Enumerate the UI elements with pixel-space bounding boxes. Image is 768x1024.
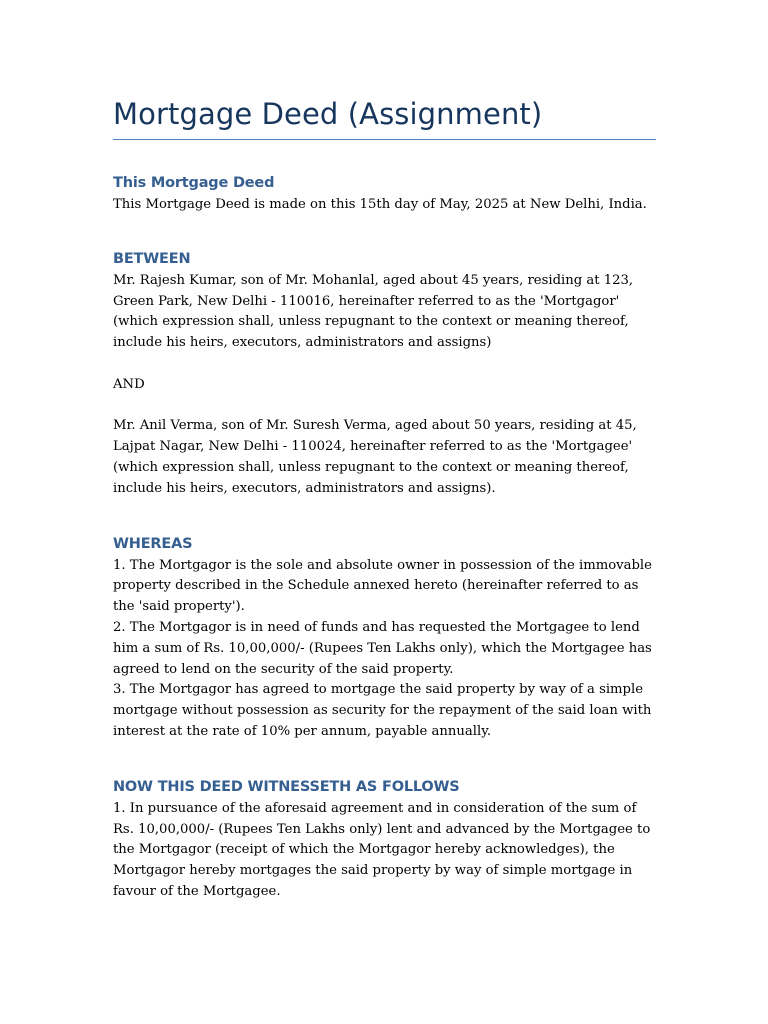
intro-section bbox=[113, 171, 655, 216]
between-heading: BETWEEN bbox=[113, 250, 191, 267]
whereas-section bbox=[113, 532, 655, 743]
intro-paragraph: This Mortgage Deed is made on this 15th day of May, 2025 at New Delhi, India. bbox=[113, 197, 647, 212]
and-separator: AND bbox=[113, 376, 145, 392]
intro-heading: This Mortgage Deed bbox=[113, 175, 275, 191]
whereas-item-1: 1. The Mortgagor is the sole and absolute owner in possession of the immovable property described in the Schedule annexed hereto (hereinafter referred to as the 'said property'). bbox=[113, 557, 652, 615]
witnesseth-item-1: 1. In pursuance of the aforesaid agreement and in consideration of the sum of Rs. 10,00,000/- (Rupees Ten Lakhs only) lent and advanced by the Mortgagee to the Mortgagor (receipt of which the Mortgagor hereby acknowledges), the Mortgagor hereby mortgages the said property by way of simple mortgage in favour of the Mortgagee. bbox=[113, 800, 651, 899]
between-section bbox=[113, 247, 655, 500]
whereas-heading: WHEREAS bbox=[113, 535, 193, 552]
witnesseth-heading: NOW THIS DEED WITNESSETH AS FOLLOWS bbox=[113, 778, 460, 795]
mortgagee-paragraph: Mr. Anil Verma, son of Mr. Suresh Verma, aged about 50 years, residing at 45, Lajpat Nagar, New Delhi - 110024, hereinafter referred to as the 'Mortgagee' (which expression shall, unless repugnant to the context or meaning thereof, include his heirs, executors, administrators and assigns). bbox=[113, 418, 637, 496]
witnesseth-section bbox=[113, 775, 655, 903]
title-divider bbox=[113, 139, 656, 140]
mortgagor-paragraph: Mr. Rajesh Kumar, son of Mr. Mohanlal, aged about 45 years, residing at 123, Green Park, New Delhi - 110016, hereinafter referred to as the 'Mortgagor' (which expression shall, unless repugnant to the context or meaning thereof, include his heirs, executors, administrators and assigns) bbox=[113, 272, 634, 351]
whereas-item-3: 3. The Mortgagor has agreed to mortgage the said property by way of a simple mortgage without possession as security for the repayment of the said loan with interest at the rate of 10% per annum, payable annually. bbox=[113, 682, 652, 739]
document-title: Mortgage Deed (Assignment) bbox=[113, 97, 543, 131]
whereas-item-2: 2. The Mortgagor is in need of funds and has requested the Mortgagee to lend him a sum of Rs. 10,00,000/- (Rupees Ten Lakhs only), which the Mortgagee has agreed to lend on the security of the said property. bbox=[113, 619, 652, 677]
